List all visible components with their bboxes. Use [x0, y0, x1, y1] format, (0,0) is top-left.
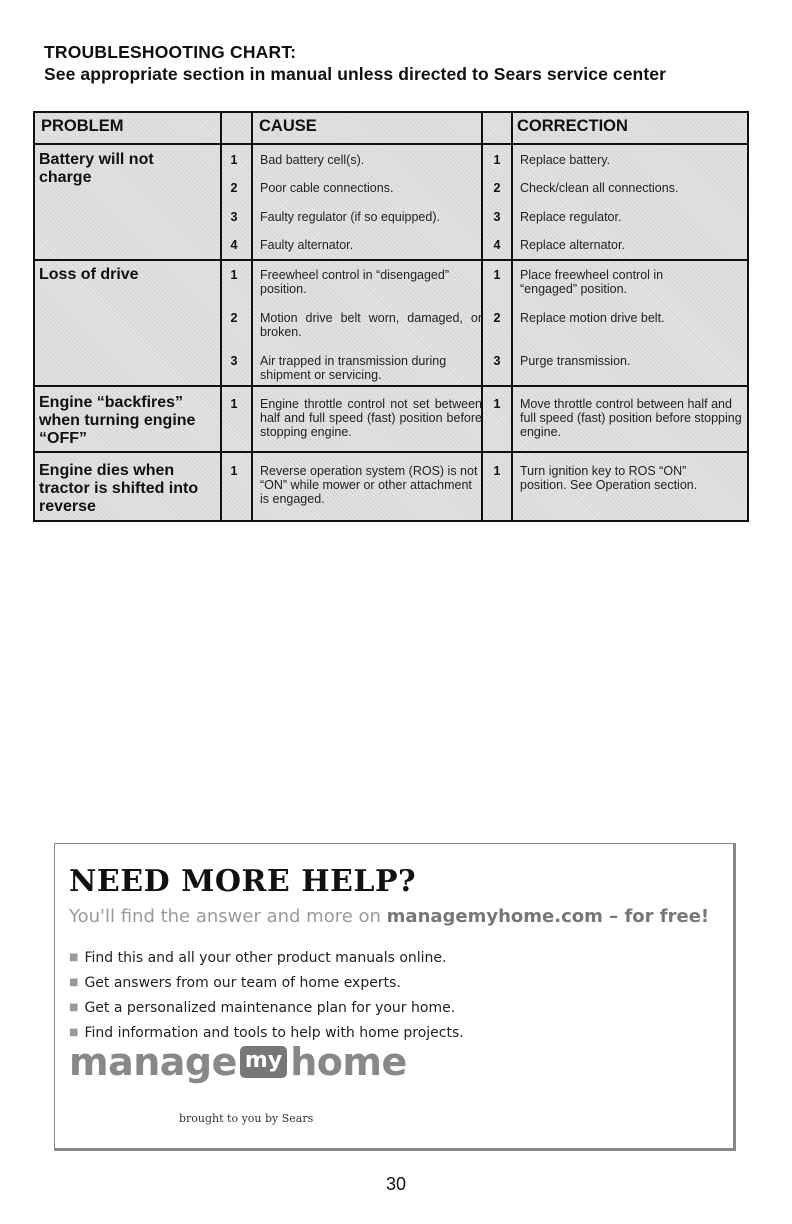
cause-number: 1: [230, 397, 238, 411]
correction-number: 1: [493, 464, 501, 478]
help-bullet-text: Get a personalized maintenance plan for your home.: [84, 1000, 456, 1016]
row-divider: [35, 143, 747, 145]
help-title: NEED MORE HELP?: [69, 864, 417, 899]
correction-number: 3: [493, 354, 501, 368]
managemyhome-logo: [69, 1040, 407, 1084]
problem-label: Loss of drive: [39, 266, 139, 283]
help-site-link: managemyhome.com: [386, 906, 603, 927]
help-subtitle-suffix: – for free!: [602, 906, 710, 927]
help-subtitle-prefix: You'll find the answer and more on: [69, 906, 387, 927]
cause-text: Motion drive belt worn, damaged, or broken.: [260, 311, 482, 339]
correction-number: 3: [493, 210, 501, 224]
cause-text: Reverse operation system (ROS) is not “ON” while mower or other attachment is engaged.: [260, 464, 478, 506]
help-box: [54, 843, 736, 1151]
bullet-icon: ■: [69, 952, 79, 963]
correction-number: 1: [493, 397, 501, 411]
help-bullet: [69, 1000, 455, 1016]
bullet-icon: ■: [69, 1027, 79, 1038]
cause-number: 2: [230, 311, 238, 325]
correction-text: Replace regulator.: [520, 210, 622, 224]
logo-text-home: home: [290, 1040, 407, 1084]
cause-number: 4: [230, 238, 238, 252]
cause-text: Engine throttle control not set between half and full speed (fast) position before stopping engine.: [260, 397, 482, 439]
cause-number: 1: [230, 464, 238, 478]
cause-text: Freewheel control in “disengaged” position.: [260, 268, 449, 296]
row-divider: [35, 259, 747, 261]
correction-text: Replace battery.: [520, 153, 611, 167]
cause-text: Poor cable connections.: [260, 181, 394, 195]
logo-tagline: brought to you by Sears: [179, 1112, 314, 1125]
header-cause: CAUSE: [259, 117, 317, 135]
bullet-icon: ■: [69, 1002, 79, 1013]
problem-label: Engine “backfires” when turning engine “OFF”: [39, 394, 196, 447]
cause-text: Air trapped in transmission during shipment or servicing.: [260, 354, 447, 382]
column-divider: [511, 113, 513, 520]
help-subtitle: [69, 906, 709, 927]
correction-number: 4: [493, 238, 501, 252]
help-bullet: [69, 950, 446, 966]
correction-text: Replace alternator.: [520, 238, 625, 252]
row-divider: [35, 451, 747, 453]
column-divider: [220, 113, 222, 520]
cause-number: 2: [230, 181, 238, 195]
header-correction: CORRECTION: [517, 117, 628, 135]
row-divider: [35, 385, 747, 387]
column-divider: [251, 113, 253, 520]
header-problem: PROBLEM: [41, 117, 124, 135]
cause-text: Faulty regulator (if so equipped).: [260, 210, 440, 224]
page-title: TROUBLESHOOTING CHART:: [44, 42, 297, 62]
correction-number: 1: [493, 153, 501, 167]
help-bullet: [69, 1025, 464, 1041]
cause-number: 3: [230, 210, 238, 224]
correction-text: Check/clean all connections.: [520, 181, 679, 195]
logo-text-my: my: [240, 1046, 287, 1078]
bullet-icon: ■: [69, 977, 79, 988]
correction-text: Replace motion drive belt.: [520, 311, 665, 325]
correction-number: 1: [493, 268, 501, 282]
correction-text: Turn ignition key to ROS “ON” position. See Operation section.: [520, 464, 698, 492]
page-number: 30: [385, 1174, 407, 1194]
cause-number: 3: [230, 354, 238, 368]
cause-number: 1: [230, 268, 238, 282]
page-subtitle: See appropriate section in manual unless directed to Sears service center: [44, 64, 666, 84]
cause-text: Bad battery cell(s).: [260, 153, 365, 167]
correction-number: 2: [493, 181, 501, 195]
logo-text-manage: manage: [69, 1040, 237, 1084]
problem-label: Engine dies when tractor is shifted into reverse: [39, 462, 199, 515]
correction-text: Place freewheel control in “engaged” position.: [520, 268, 664, 296]
help-bullet-text: Find information and tools to help with home projects.: [84, 1025, 464, 1041]
correction-text: Purge transmission.: [520, 354, 631, 368]
help-bullet-text: Get answers from our team of home experts.: [84, 975, 401, 991]
cause-text: Faulty alternator.: [260, 238, 354, 252]
problem-label: Battery will not charge: [39, 151, 154, 186]
cause-number: 1: [230, 153, 238, 167]
correction-number: 2: [493, 311, 501, 325]
help-bullet-text: Find this and all your other product manuals online.: [84, 950, 447, 966]
correction-text: Move throttle control between half and full speed (fast) position before stopping engine.: [520, 397, 742, 439]
help-bullet: [69, 975, 401, 991]
troubleshooting-table: [33, 111, 749, 522]
